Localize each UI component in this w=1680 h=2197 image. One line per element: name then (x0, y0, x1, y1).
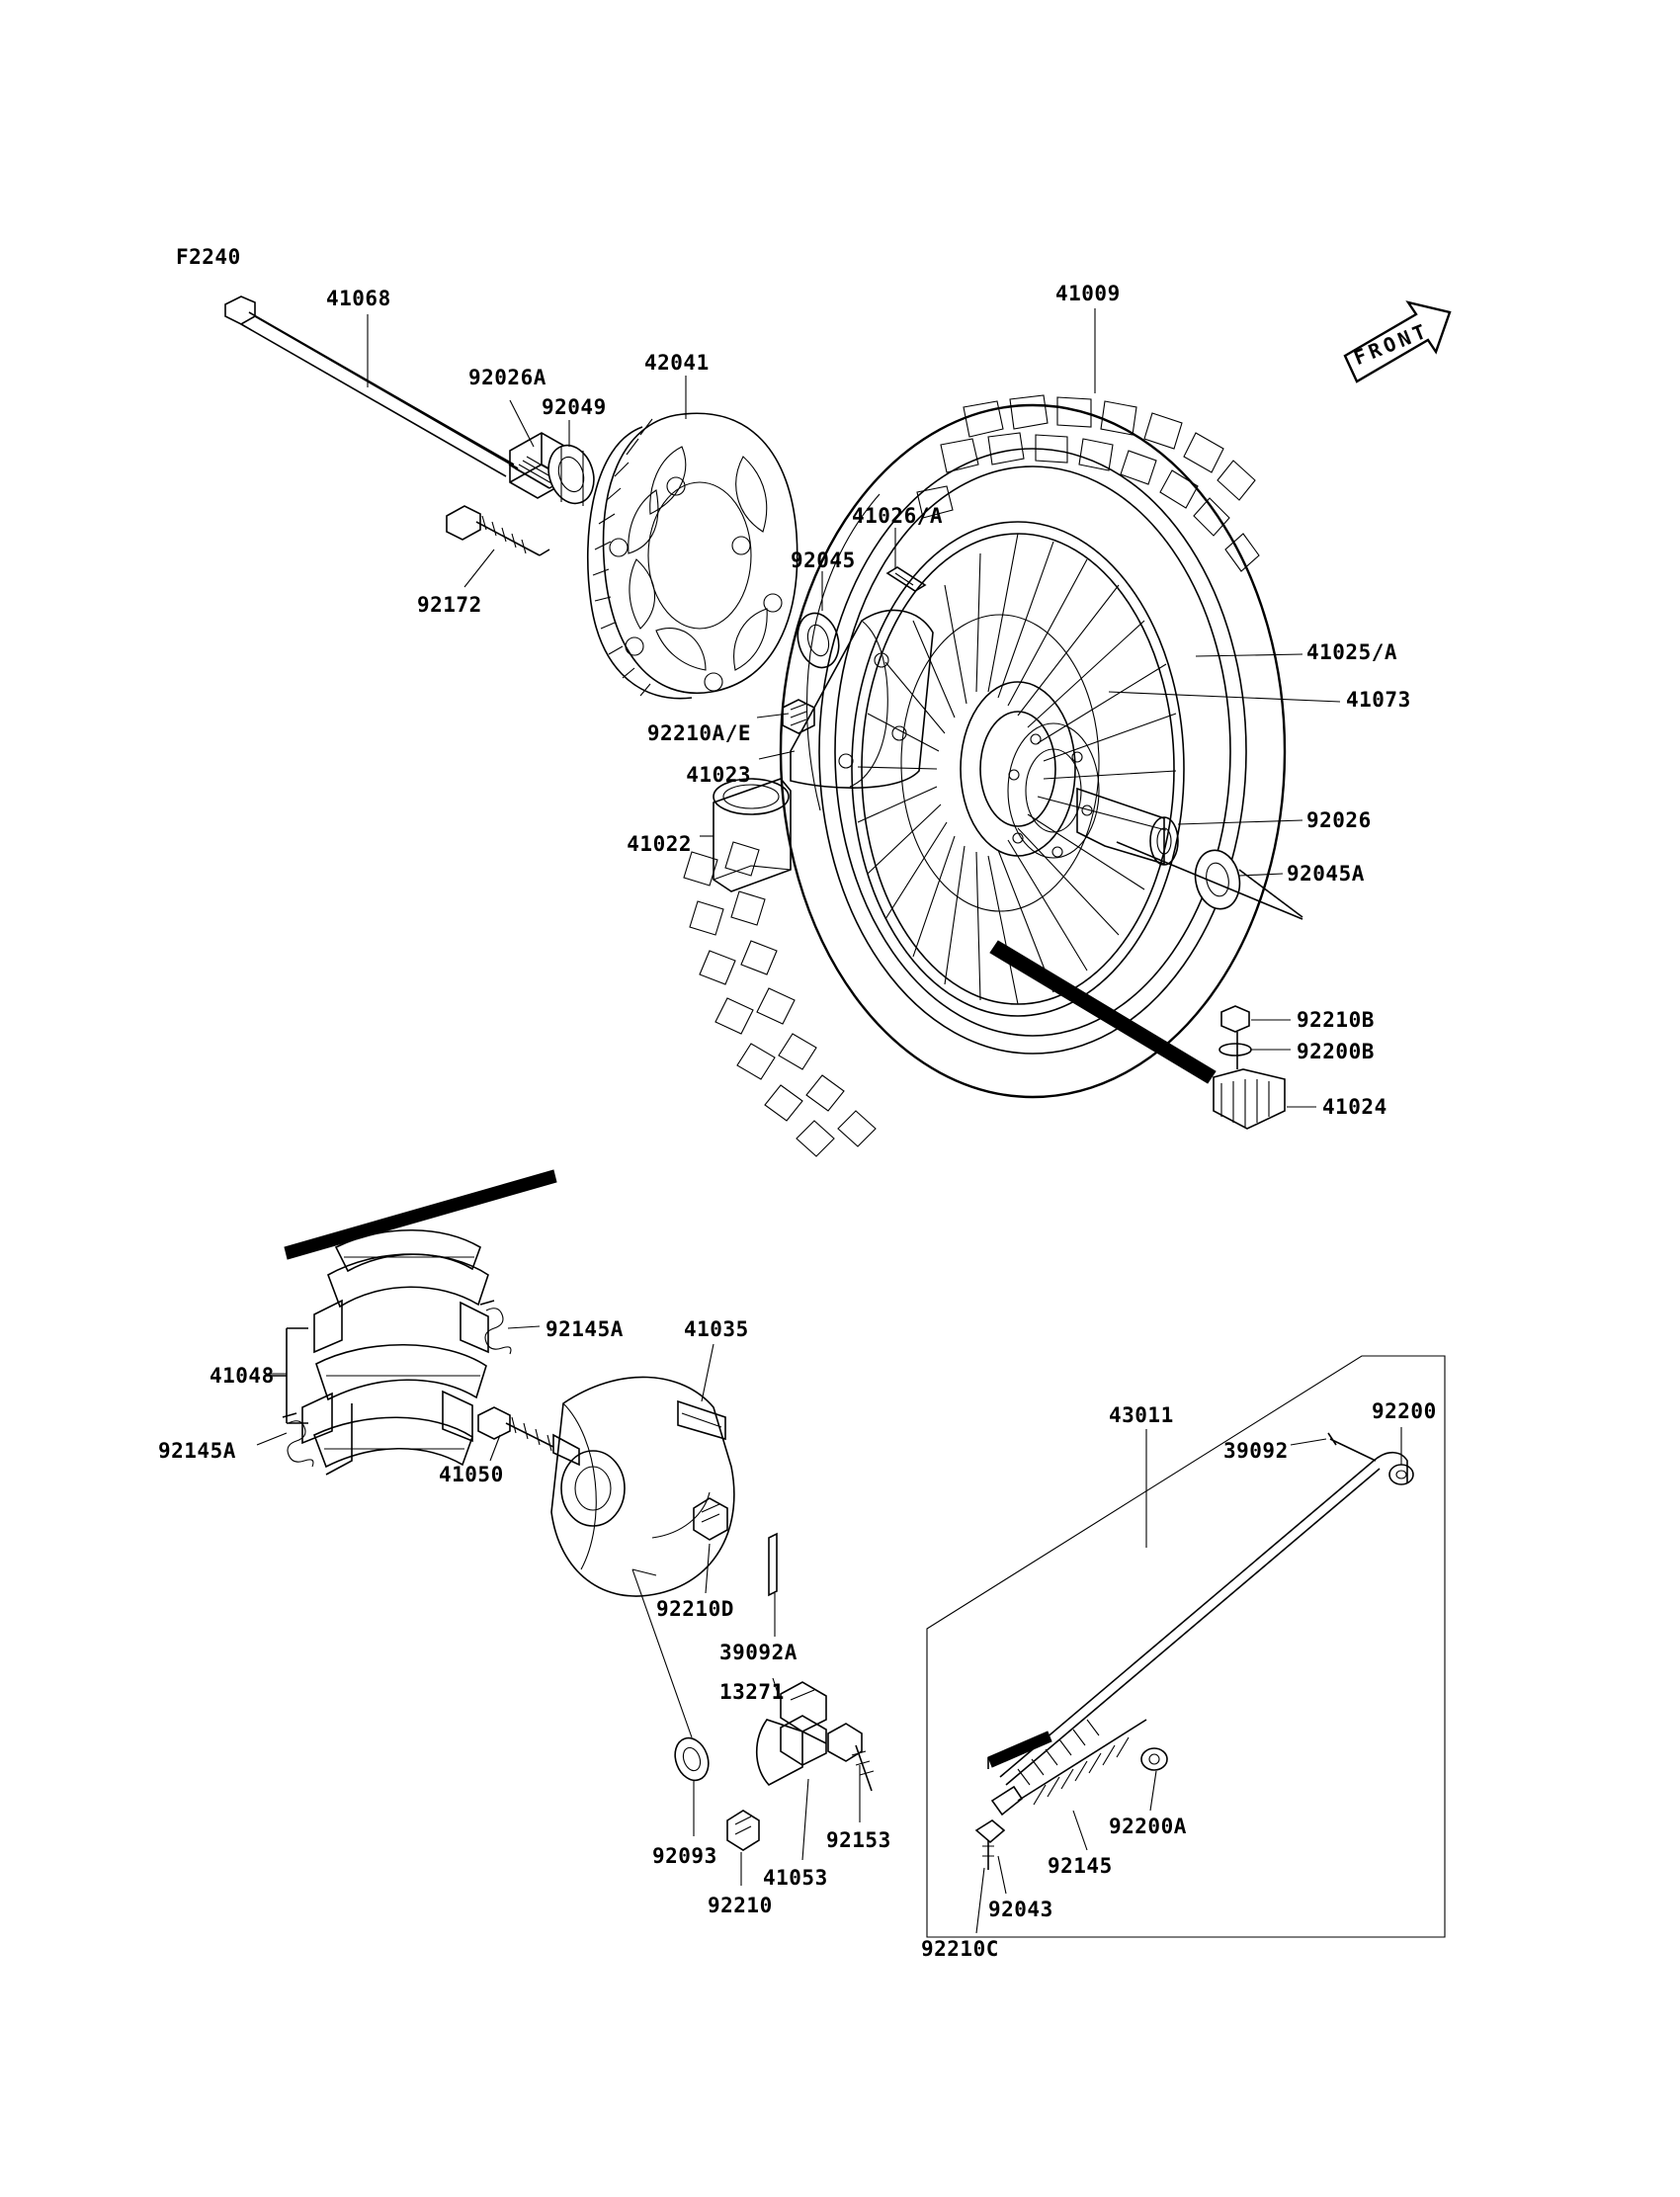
part-art-42041 (588, 413, 798, 698)
part-art-41050 (478, 1407, 579, 1465)
part-label-92172[interactable]: 92172 (417, 593, 482, 617)
front-marker-label: FRONT (1350, 317, 1433, 371)
part-label-41035[interactable]: 41035 (684, 1317, 749, 1341)
part-label-41024[interactable]: 41024 (1322, 1095, 1387, 1119)
part-label-39092[interactable]: 39092 (1223, 1439, 1289, 1463)
part-art-92172 (447, 506, 549, 555)
part-label-92210[interactable]: 92210 (708, 1894, 773, 1917)
part-label-92200A[interactable]: 92200A (1109, 1815, 1187, 1838)
part-label-42041[interactable]: 42041 (644, 351, 710, 375)
part-art-92210 (727, 1811, 759, 1850)
part-label-92049[interactable]: 92049 (542, 395, 607, 419)
part-label-41025A[interactable]: 41025/A (1306, 640, 1398, 664)
part-art-92153 (828, 1724, 874, 1791)
part-label-92200[interactable]: 92200 (1372, 1399, 1437, 1423)
part-label-41023[interactable]: 41023 (686, 763, 751, 787)
part-label-41048[interactable]: 41048 (210, 1364, 275, 1388)
part-label-92210D[interactable]: 92210D (656, 1597, 734, 1621)
part-art-41022 (714, 779, 791, 891)
part-label-41026A[interactable]: 41026/A (852, 504, 944, 528)
part-label-92026A[interactable]: 92026A (468, 366, 546, 389)
part-art-41025-41073 (852, 522, 1184, 1016)
part-label-92210A-E[interactable]: 92210A/E (646, 721, 751, 745)
part-art-92049 (542, 440, 601, 510)
part-label-43011[interactable]: 43011 (1109, 1403, 1174, 1427)
part-label-41068[interactable]: 41068 (326, 287, 391, 310)
part-label-92145A-upper[interactable]: 92145A (546, 1317, 624, 1341)
part-label-92043[interactable]: 92043 (988, 1898, 1053, 1921)
part-label-41009[interactable]: 41009 (1055, 282, 1121, 305)
part-art-41048 (265, 1170, 556, 1475)
part-label-41050[interactable]: 41050 (439, 1463, 504, 1486)
part-art-43011-box (927, 1356, 1445, 1937)
part-art-39092A (769, 1534, 777, 1595)
part-label-41073[interactable]: 41073 (1346, 688, 1411, 712)
part-label-13271[interactable]: 13271 (719, 1680, 785, 1704)
part-label-41022[interactable]: 41022 (627, 832, 692, 856)
part-label-92210C[interactable]: 92210C (921, 1937, 999, 1961)
part-label-92145[interactable]: 92145 (1048, 1854, 1113, 1878)
part-art-41009 (684, 395, 1285, 1156)
part-label-92200B[interactable]: 92200B (1297, 1040, 1375, 1063)
part-label-92045A[interactable]: 92045A (1287, 862, 1365, 886)
part-label-92210B[interactable]: 92210B (1297, 1008, 1375, 1032)
part-art-41024-group (990, 941, 1285, 1129)
part-label-92153[interactable]: 92153 (826, 1828, 891, 1852)
part-label-39092A[interactable]: 39092A (719, 1641, 798, 1664)
sheet-code: F2240 (176, 245, 241, 269)
part-label-92093[interactable]: 92093 (652, 1844, 717, 1868)
part-label-92145A-lower[interactable]: 92145A (158, 1439, 236, 1463)
part-label-92026[interactable]: 92026 (1306, 808, 1372, 832)
part-art-92145A-upper (480, 1301, 511, 1354)
part-art-41035 (551, 1377, 734, 1596)
part-label-41053[interactable]: 41053 (763, 1866, 828, 1890)
part-art-92210D (694, 1498, 727, 1540)
part-label-92045[interactable]: 92045 (791, 549, 856, 572)
